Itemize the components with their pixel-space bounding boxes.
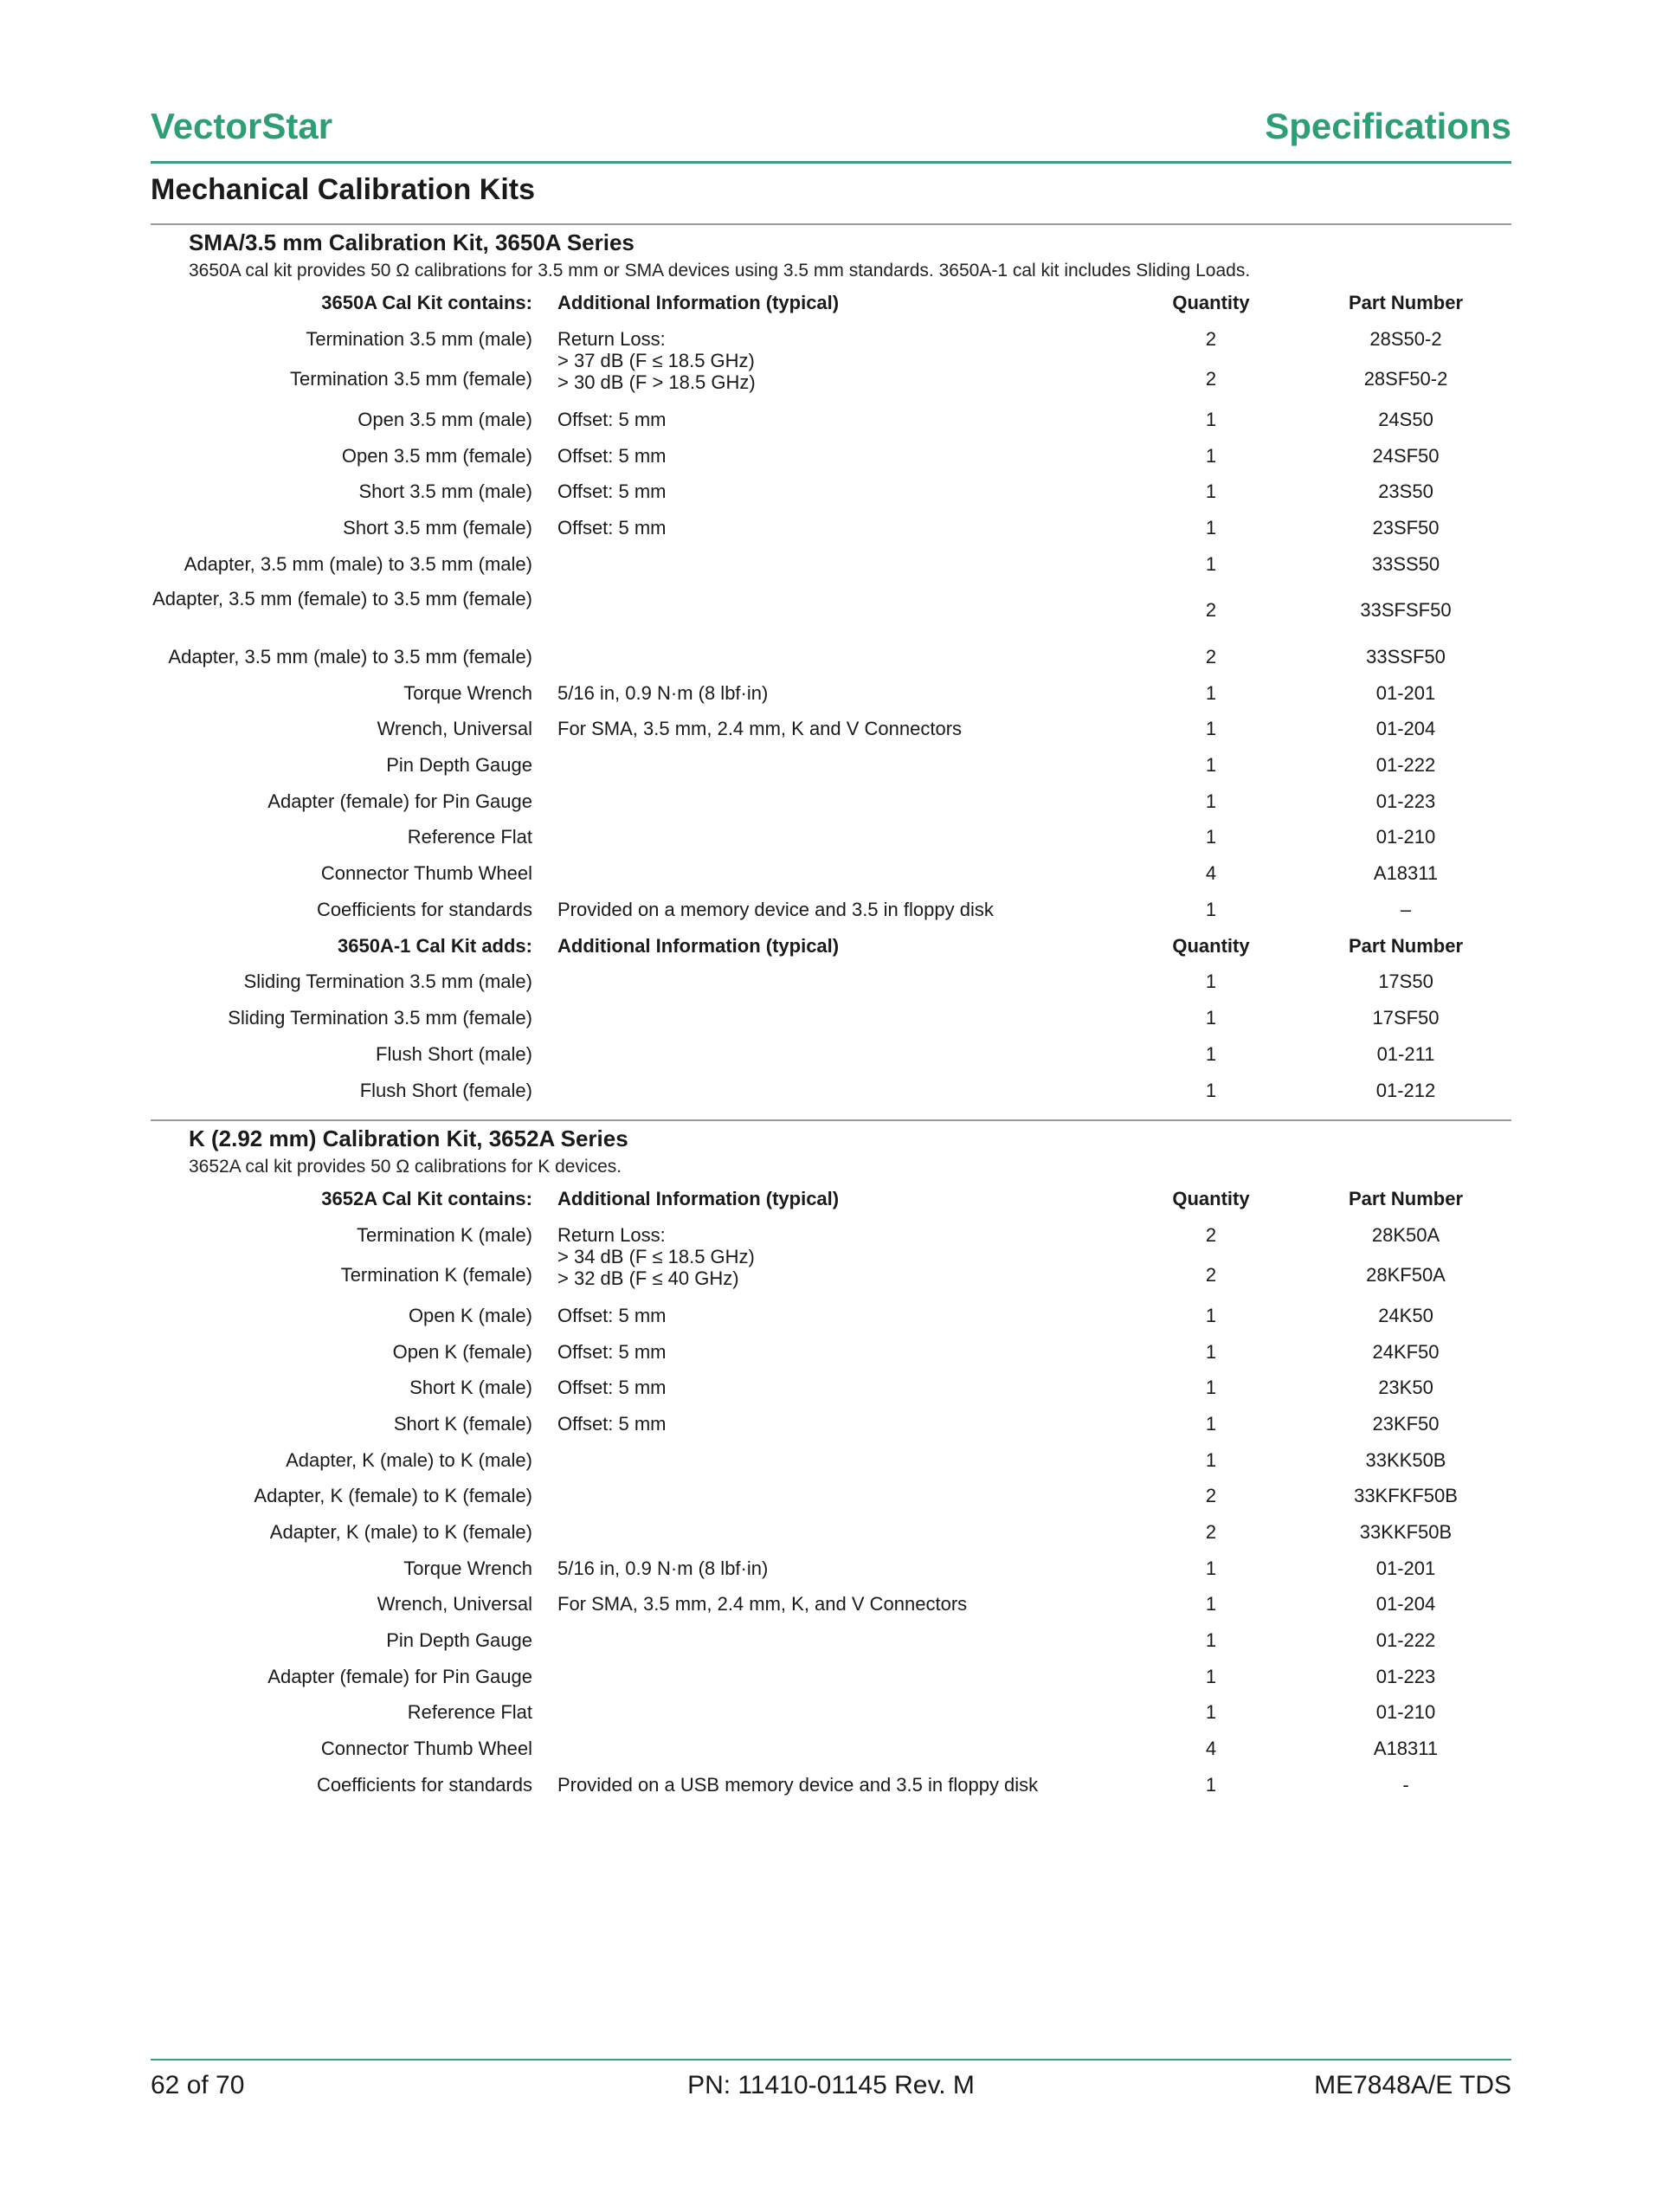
item-part-number: 01-211	[1376, 1043, 1435, 1065]
table-row	[151, 1660, 1511, 1694]
table-row	[151, 1074, 1511, 1108]
item-name: Pin Depth Gauge	[386, 754, 532, 776]
item-name: Short K (male)	[409, 1377, 532, 1398]
item-name: Sliding Termination 3.5 mm (female)	[228, 1007, 532, 1029]
table-row	[151, 1479, 1511, 1513]
item-info: 5/16 in, 0.9 N·m (8 lbf·in)	[557, 1557, 769, 1579]
item-quantity: 1	[1205, 1341, 1217, 1363]
item-quantity: 1	[1205, 754, 1217, 776]
item-part-number: 33SS50	[1371, 553, 1440, 575]
item-name: Adapter (female) for Pin Gauge	[267, 1666, 532, 1687]
item-quantity: 1	[1205, 480, 1217, 502]
item-name: Termination K (female)	[340, 1264, 532, 1286]
table-row	[151, 1001, 1511, 1035]
item-part-number: 23K50	[1378, 1377, 1433, 1398]
divider	[151, 1119, 1511, 1121]
item-name: Flush Short (male)	[376, 1043, 532, 1065]
item-info: Offset: 5 mm	[557, 1305, 667, 1326]
section-label: Specifications	[1265, 106, 1511, 146]
table-row	[151, 856, 1511, 891]
page-header	[151, 102, 1511, 164]
item-quantity: 1	[1205, 517, 1217, 538]
table-row	[151, 640, 1511, 674]
item-name: Adapter, K (male) to K (female)	[269, 1521, 532, 1543]
item-name: Adapter, K (female) to K (female)	[254, 1485, 532, 1506]
table-header-row	[151, 286, 1511, 320]
item-info: Offset: 5 mm	[557, 480, 667, 502]
item-info: 5/16 in, 0.9 N·m (8 lbf·in)	[557, 682, 769, 704]
kit1-description: 3650A cal kit provides 50 Ω calibrations for 3.5 mm or SMA devices using 3.5 mm standards. 3650A-1 cal kit includes Sliding Loads.	[189, 261, 1251, 281]
table-row	[151, 748, 1511, 783]
item-quantity: 1	[1205, 1701, 1217, 1723]
item-part-number: 33SSF50	[1366, 646, 1446, 667]
table-header-row	[151, 929, 1511, 964]
item-quantity: 1	[1205, 899, 1217, 920]
header-part-number: Part Number	[1348, 935, 1464, 957]
table-row	[151, 1370, 1511, 1405]
item-part-number: 01-204	[1375, 1593, 1436, 1615]
item-info: Provided on a USB memory device and 3.5 in floppy disk	[557, 1774, 1039, 1796]
table-row	[151, 784, 1511, 819]
item-part-number: 23S50	[1378, 480, 1433, 502]
item-quantity: 1	[1205, 1557, 1217, 1579]
item-quantity: 1	[1205, 826, 1217, 848]
item-quantity: 1	[1205, 1305, 1217, 1326]
item-quantity: 1	[1205, 1629, 1217, 1651]
table-row	[151, 1407, 1511, 1441]
table-row	[151, 712, 1511, 746]
item-part-number: 33SFSF50	[1360, 599, 1452, 621]
table-row	[151, 820, 1511, 854]
item-part-number: 01-223	[1375, 790, 1436, 812]
item-quantity: 1	[1205, 409, 1217, 430]
item-part-number: 01-204	[1375, 718, 1436, 739]
item-name: Wrench, Universal	[377, 718, 532, 739]
table-row	[151, 1551, 1511, 1586]
table-row	[151, 1732, 1511, 1766]
item-quantity: 1	[1205, 682, 1217, 704]
item-name: Pin Depth Gauge	[386, 1629, 532, 1651]
table-row	[151, 439, 1511, 474]
item-name: Adapter (female) for Pin Gauge	[267, 790, 532, 812]
item-quantity: 1	[1205, 790, 1217, 812]
table-row	[151, 547, 1511, 582]
item-info: Provided on a memory device and 3.5 in floppy disk	[557, 899, 994, 920]
item-name: Sliding Termination 3.5 mm (male)	[243, 971, 532, 992]
item-quantity: 1	[1205, 1377, 1217, 1398]
table-row	[151, 1587, 1511, 1622]
header-quantity: Quantity	[1172, 1188, 1250, 1209]
item-part-number: 33KKF50B	[1359, 1521, 1453, 1543]
item-part-number: 28KF50A	[1366, 1264, 1446, 1286]
item-quantity: 1	[1205, 553, 1217, 575]
item-name: Adapter, 3.5 mm (female) to 3.5 mm (female)	[152, 588, 532, 609]
item-name: Flush Short (female)	[359, 1080, 532, 1101]
item-part-number: 24K50	[1378, 1305, 1433, 1326]
item-part-number: 28K50A	[1371, 1224, 1440, 1246]
item-part-number: A18311	[1373, 1738, 1439, 1759]
header-part-number: Part Number	[1348, 292, 1464, 313]
item-part-number: 01-210	[1375, 1701, 1436, 1723]
table-row	[151, 893, 1511, 927]
item-info: Offset: 5 mm	[557, 1413, 667, 1435]
item-name: Coefficients for standards	[316, 899, 532, 920]
item-quantity: 1	[1205, 1449, 1217, 1471]
item-part-number: 24SF50	[1372, 445, 1440, 467]
item-info: For SMA, 3.5 mm, 2.4 mm, K and V Connectors	[557, 718, 963, 739]
item-name: Termination 3.5 mm (male)	[306, 328, 532, 350]
table-row	[151, 588, 1511, 628]
header-info: Additional Information (typical)	[557, 1188, 840, 1209]
table-row	[151, 1258, 1511, 1293]
item-name: Connector Thumb Wheel	[320, 1738, 532, 1759]
item-name: Open 3.5 mm (male)	[358, 409, 532, 430]
header-info: Additional Information (typical)	[557, 935, 840, 957]
item-quantity: 1	[1205, 445, 1217, 467]
item-info: Offset: 5 mm	[557, 1377, 667, 1398]
item-quantity: 1	[1205, 1413, 1217, 1435]
table-row	[151, 964, 1511, 999]
table-row	[151, 1768, 1511, 1802]
table-header-row	[151, 1182, 1511, 1216]
item-part-number: 01-201	[1375, 682, 1436, 704]
item-part-number: 01-222	[1375, 1629, 1436, 1651]
item-quantity: 4	[1205, 1738, 1217, 1759]
item-name: Wrench, Universal	[377, 1593, 532, 1615]
table-row	[151, 403, 1511, 437]
item-part-number: 01-201	[1375, 1557, 1436, 1579]
item-quantity: 1	[1205, 718, 1217, 739]
item-quantity: 1	[1205, 1043, 1217, 1065]
item-info: Offset: 5 mm	[557, 409, 667, 430]
item-part-number: 23KF50	[1372, 1413, 1440, 1435]
page-number: 62 of 70	[151, 2071, 245, 2099]
item-name: Termination 3.5 mm (female)	[290, 368, 532, 390]
table-row	[151, 676, 1511, 711]
item-part-number: 01-210	[1375, 826, 1436, 848]
item-info: For SMA, 3.5 mm, 2.4 mm, K, and V Connectors	[557, 1593, 968, 1615]
item-part-number: 24S50	[1378, 409, 1433, 430]
header-info: Additional Information (typical)	[557, 292, 840, 313]
table-row	[151, 362, 1511, 397]
item-quantity: 2	[1205, 646, 1217, 667]
header-item: 3650A Cal Kit contains:	[321, 292, 532, 313]
item-name: Adapter, K (male) to K (male)	[286, 1449, 532, 1471]
item-name: Torque Wrench	[403, 1557, 532, 1579]
header-item: 3650A-1 Cal Kit adds:	[338, 935, 532, 957]
item-info: Offset: 5 mm	[557, 1341, 667, 1363]
item-part-number: 17S50	[1378, 971, 1433, 992]
item-part-number: 23SF50	[1372, 517, 1440, 538]
item-quantity: 2	[1205, 1485, 1217, 1506]
table-row	[151, 1623, 1511, 1658]
item-name: Torque Wrench	[403, 682, 532, 704]
item-name: Adapter, 3.5 mm (male) to 3.5 mm (female)	[168, 646, 532, 667]
item-name: Open K (female)	[392, 1341, 532, 1363]
table-row	[151, 1037, 1511, 1072]
header-part-number: Part Number	[1348, 1188, 1464, 1209]
table-row	[151, 474, 1511, 509]
page-footer	[151, 2059, 1511, 2104]
item-part-number: A18311	[1373, 862, 1439, 884]
table-row	[151, 1443, 1511, 1478]
item-part-number: 01-223	[1375, 1666, 1436, 1687]
item-name: Open K (male)	[408, 1305, 532, 1326]
item-quantity: 1	[1205, 971, 1217, 992]
item-part-number: 28S50-2	[1369, 328, 1442, 350]
item-name: Short 3.5 mm (female)	[343, 517, 532, 538]
item-quantity: 2	[1205, 1224, 1217, 1246]
item-name: Coefficients for standards	[316, 1774, 532, 1796]
item-info: Return Loss: > 37 dB (F ≤ 18.5 GHz) > 30 dB (F > 18.5 GHz)	[557, 328, 756, 393]
header-quantity: Quantity	[1172, 935, 1250, 957]
item-quantity: 4	[1205, 862, 1217, 884]
item-quantity: 1	[1205, 1666, 1217, 1687]
item-info: Offset: 5 mm	[557, 445, 667, 467]
item-part-number: 24KF50	[1372, 1341, 1440, 1363]
item-part-number: –	[1400, 899, 1412, 920]
item-name: Adapter, 3.5 mm (male) to 3.5 mm (male)	[184, 553, 532, 575]
item-name: Termination K (male)	[357, 1224, 532, 1246]
item-quantity: 2	[1205, 328, 1217, 350]
item-quantity: 1	[1205, 1774, 1217, 1796]
item-part-number: -	[1402, 1774, 1409, 1796]
page-title: Mechanical Calibration Kits	[151, 173, 535, 206]
item-part-number: 28SF50-2	[1363, 368, 1448, 390]
item-quantity: 1	[1205, 1080, 1217, 1101]
table-row	[151, 1335, 1511, 1370]
header-quantity: Quantity	[1172, 292, 1250, 313]
table-row	[151, 1515, 1511, 1550]
item-part-number: 01-222	[1375, 754, 1436, 776]
item-quantity: 2	[1205, 1264, 1217, 1286]
item-part-number: 17SF50	[1372, 1007, 1440, 1029]
item-name: Reference Flat	[407, 826, 532, 848]
item-quantity: 1	[1205, 1007, 1217, 1029]
item-part-number: 33KFKF50B	[1354, 1485, 1458, 1506]
item-name: Open 3.5 mm (female)	[341, 445, 532, 467]
document-id: ME7848A/E TDS	[1314, 2071, 1511, 2099]
divider	[151, 223, 1511, 225]
item-quantity: 2	[1205, 1521, 1217, 1543]
item-info: Offset: 5 mm	[557, 517, 667, 538]
kit2-description: 3652A cal kit provides 50 Ω calibrations for K devices.	[189, 1157, 622, 1177]
table-row	[151, 1695, 1511, 1730]
table-row	[151, 1299, 1511, 1333]
item-quantity: 2	[1205, 599, 1217, 621]
kit2-title: K (2.92 mm) Calibration Kit, 3652A Series	[189, 1125, 628, 1151]
header-item: 3652A Cal Kit contains:	[321, 1188, 532, 1209]
part-number: PN: 11410-01145 Rev. M	[687, 2071, 975, 2099]
item-name: Connector Thumb Wheel	[320, 862, 532, 884]
item-name: Reference Flat	[407, 1701, 532, 1723]
item-name: Short K (female)	[393, 1413, 532, 1435]
brand-title: VectorStar	[151, 106, 333, 146]
kit1-title: SMA/3.5 mm Calibration Kit, 3650A Series	[189, 229, 635, 255]
item-quantity: 2	[1205, 368, 1217, 390]
item-part-number: 01-212	[1375, 1080, 1436, 1101]
item-quantity: 1	[1205, 1593, 1217, 1615]
item-name: Short 3.5 mm (male)	[358, 480, 532, 502]
item-info: Return Loss: > 34 dB (F ≤ 18.5 GHz) > 32 dB (F ≤ 40 GHz)	[557, 1224, 755, 1289]
item-part-number: 33KK50B	[1365, 1449, 1446, 1471]
table-row	[151, 511, 1511, 545]
